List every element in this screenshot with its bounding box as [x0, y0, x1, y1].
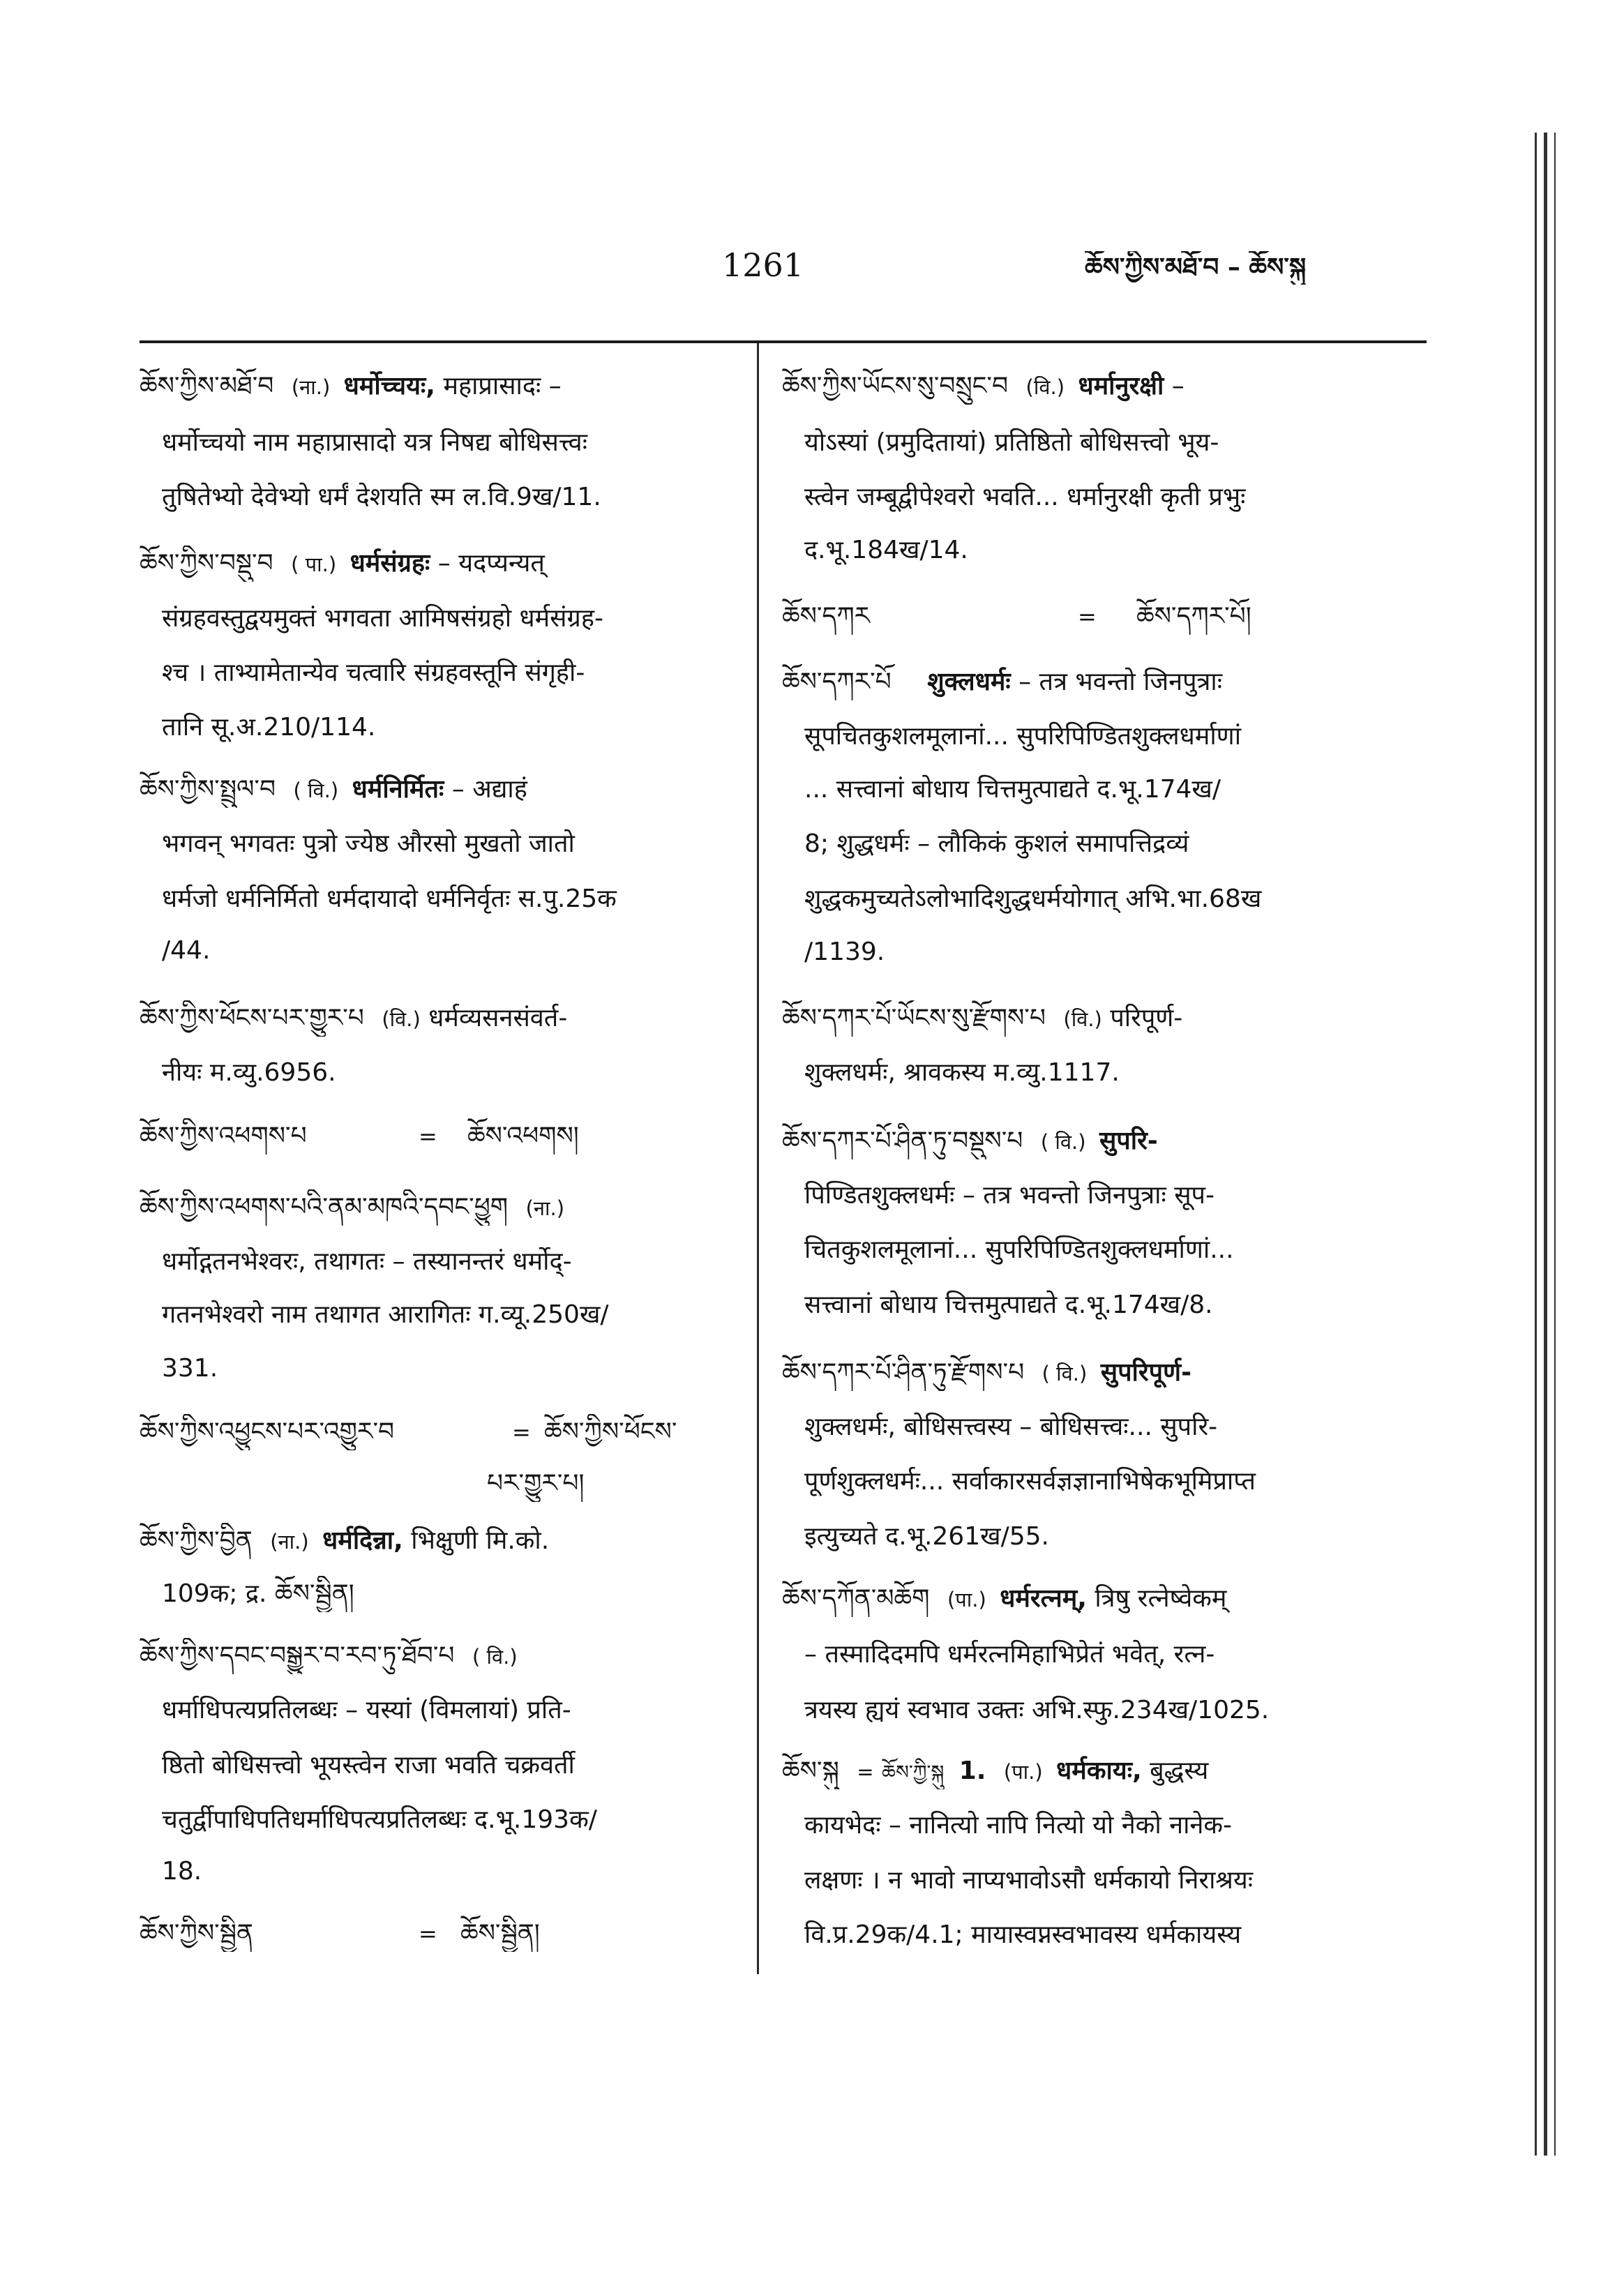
cross-ref-equals: =	[419, 1920, 437, 1947]
continuation-line: इत्युच्यते द.भू.261ख/55.	[804, 1522, 1049, 1551]
continuation-line: त्रयस्य ह्ययं स्वभाव उक्तः अभि.स्फु.234ख/1025.	[804, 1696, 1270, 1724]
entry-first-line	[782, 1581, 1396, 1617]
entry-headword: ཆོས་ཀྱིས་སྤྲུལ་བ	[140, 775, 276, 804]
cross-ref-equals: =	[857, 1760, 874, 1784]
running-head: ཆོས་ཀྱིས་མཐོ་བ – ཆོས་སྐུ	[1085, 253, 1307, 282]
entry-headword: ཆོས་དཀར	[782, 602, 871, 631]
entry-first-line	[782, 368, 1396, 405]
entry-headword: ཆོས་ཀྱིས་སྦྱིན	[140, 1919, 254, 1948]
sanskrit-term: धर्मसंग्रहः	[349, 549, 430, 578]
continuation-line: चतुर्द्वीपाधिपतिधर्माधिपत्यप्रतिलब्धः द.भू.193क/	[162, 1805, 597, 1834]
entry-headword: ཆོས་དཀར་པོ	[782, 668, 892, 696]
left-column	[140, 0, 723, 2293]
entry-text: बुद्धस्य	[1150, 1757, 1209, 1785]
continuation-line: 18.	[162, 1857, 202, 1886]
entry-text: भिक्षुणी मि.को.	[411, 1526, 550, 1555]
entry-first-line	[782, 1355, 1396, 1391]
entry-headword: ཆོས་ཀྱིས་བྱིན	[140, 1526, 253, 1555]
entry-first-line	[140, 1118, 723, 1155]
scan-edge-line	[1535, 133, 1537, 2156]
entry-first-line	[782, 1123, 1396, 1159]
entry-headword: ཆོས་དཀར་པོ་ཤིན་ཏུ་བསྡུས་པ	[782, 1127, 1023, 1155]
cross-ref-target: ཆོས་དཀར་པོ།	[1136, 602, 1251, 631]
continuation-line: संग्रहवस्तुद्वयमुक्तं भगवता आमिषसंग्रहो धर्मसंग्रह-	[162, 604, 603, 633]
continuation-line: वि.प्र.29क/4.1; मायास्वप्नस्वभावस्य धर्मकायस्य	[804, 1920, 1242, 1949]
continuation-line: शुद्धकमुच्यतेऽलोभादिशुद्धधर्मयोगात् अभि.भा.68ख	[804, 885, 1262, 913]
sanskrit-term: धर्मव्यसनसंवर्त-	[428, 1004, 568, 1032]
continuation-line: शुक्लधर्मः, बोधिसत्त्वस्य – बोधिसत्त्वः... सुपरि-	[804, 1413, 1218, 1441]
sanskrit-term: सुपरि-	[1099, 1127, 1158, 1155]
continuation-line: सत्त्वानां बोधाय चित्तमुत्पाद्यते द.भू.174ख/8.	[804, 1291, 1213, 1319]
entry-text: – तत्र भवन्तो जिनपुत्राः	[1018, 668, 1223, 696]
cross-ref-target-continuation: པར་གྱུར་པ།	[487, 1469, 585, 1498]
grammar-label: (पा.)	[1003, 1760, 1043, 1784]
continuation-line: धर्माधिपत्यप्रतिलब्धः – यस्यां (विमलायां) प्रति-	[162, 1696, 571, 1724]
sanskrit-term: परिपूर्ण-	[1110, 1004, 1183, 1032]
continuation-line: 8; शुद्धधर्मः – लौकिकं कुशलं समापत्तिद्रव्यं	[804, 829, 1189, 858]
continuation-line: योऽस्यां (प्रमुदितायां) प्रतिष्ठितो बोधिसत्त्वो भूय-	[804, 428, 1219, 457]
cross-ref-target: ཆོས་ཀྱིས་ཕོངས་	[544, 1418, 677, 1446]
continuation-line: द.भू.184ख/14.	[804, 536, 968, 564]
continuation-line: श्च । ताभ्यामेतान्येव चत्वारि संग्रहवस्तूनि संगृही-	[162, 659, 585, 687]
continuation-line: शुक्लधर्मः, श्रावकस्य म.व्यु.1117.	[804, 1058, 1120, 1087]
entry-first-line	[140, 1916, 723, 1952]
continuation-line: धर्मोद्गतनभेश्वरः, तथागतः – तस्यानन्तरं धर्मोद्-	[162, 1247, 572, 1276]
entry-first-line	[782, 1000, 1396, 1037]
entry-first-line	[782, 1753, 1396, 1789]
scan-edge-line	[1544, 133, 1547, 2156]
continuation-line: नीयः म.व्यु.6956.	[162, 1058, 336, 1087]
entry-text: – यदप्यन्यत्	[437, 549, 545, 578]
continuation-line: धर्मोच्चयो नाम महाप्रासादो यत्र निषद्य बोधिसत्त्वः	[162, 428, 587, 457]
continuation-line: ष्ठितो बोधिसत्त्वो भूयस्त्वेन राजा भवति चक्रवर्ती	[162, 1751, 575, 1780]
grammar-label: ( वि.)	[293, 779, 339, 802]
entry-first-line	[140, 546, 723, 582]
sanskrit-term: धर्मदिन्ना,	[322, 1526, 403, 1555]
entry-first-line	[140, 772, 723, 808]
entry-headword: ཆོས་ཀྱིས་མཐོ་བ	[140, 372, 274, 400]
continuation-line: पूर्णशुक्लधर्मः... सर्वाकारसर्वज्ञज्ञानाभिषेकभूमिप्राप्त	[804, 1467, 1256, 1496]
entry-headword: ཆོས་ཀྱིས་འཕགས་པའི་ནམ་མཁའི་དབང་ཕྱུག	[140, 1193, 509, 1221]
entry-headword: ཆོས་ཀྱིས་འཕྱུངས་པར་འགྱུར་བ	[140, 1418, 395, 1446]
grammar-label: ( पा.)	[291, 552, 337, 576]
entry-first-line	[140, 1414, 723, 1450]
continuation-line: गतनभेश्वरो नाम तथागत आरागितः ग.व्यू.250ख/	[162, 1300, 609, 1329]
right-column	[782, 0, 1396, 2293]
column-divider	[757, 343, 759, 1974]
grammar-label: ( वि.)	[1040, 1130, 1086, 1154]
continuation-line: भगवन् भगवतः पुत्रो ज्येष्ठ औरसो मुखतो जातो	[162, 829, 575, 858]
entry-headword: ཆོས་དཀོན་མཆོག	[782, 1584, 930, 1613]
cross-ref-equals: =	[512, 1419, 531, 1445]
entry-headword: ཆོས་ཀྱིས་འཕགས་པ	[140, 1122, 307, 1150]
cross-ref-target: ཆོས་འཕགས།	[467, 1122, 579, 1150]
continuation-line: /44.	[162, 936, 211, 965]
entry-first-line	[140, 368, 723, 405]
continuation-line: – तस्मादिदमपि धर्मरत्नमिहाभिप्रेतं भवेत्, रत्न-	[804, 1640, 1215, 1669]
entry-first-line	[140, 1000, 723, 1037]
entry-headword: ཆོས་དཀར་པོ་ཡོངས་སུ་རྫོགས་པ	[782, 1004, 1046, 1032]
page-number: 1261	[722, 246, 804, 284]
entry-first-line	[140, 1638, 723, 1674]
entry-headword: ཆོས་དཀར་པོ་ཤིན་ཏུ་རྫོགས་པ	[782, 1358, 1025, 1387]
entry-first-line	[782, 599, 1396, 635]
entry-headword: ཆོས་ཀྱིས་ཕོངས་པར་གྱུར་པ	[140, 1004, 364, 1032]
continuation-line: चितकुशलमूलानां... सुपरिपिण्डितशुक्लधर्माणां...	[804, 1235, 1234, 1264]
cross-ref-target: ཆོས་སྦྱིན།	[460, 1919, 540, 1948]
grammar-label: (ना.)	[525, 1196, 565, 1220]
sense-number: 1.	[958, 1757, 986, 1785]
entry-text: त्रिषु रत्नेष्वेकम्	[1095, 1584, 1227, 1613]
cross-ref-equals: =	[1078, 603, 1097, 630]
entry-headword: ཆོས་ཀྱིས་ཡོངས་སུ་བསྲུང་བ	[782, 372, 1009, 400]
grammar-label: (वि.)	[382, 1007, 421, 1031]
entry-headword: ཆོས་སྐུ	[782, 1757, 839, 1785]
entry-text: – अद्याहं	[451, 775, 527, 804]
entry-headword: ཆོས་ཀྱིས་བསྡུ་བ	[140, 549, 273, 578]
continuation-line: तुषितेभ्यो देवेभ्यो धर्मं देशयति स्म ल.वि.9ख/11.	[162, 483, 601, 511]
entry-text: महाप्रासादः –	[443, 372, 562, 400]
sanskrit-term: सुपरिपूर्ण-	[1100, 1358, 1192, 1387]
sanskrit-term: धर्मनिर्मितः	[352, 775, 444, 804]
continuation-line: लक्षणः । न भावो नाप्यभावोऽसौ धर्मकायो निराश्रयः	[804, 1866, 1254, 1895]
grammar-label: (वि.)	[1063, 1007, 1102, 1031]
continuation-line: कायभेदः – नानित्यो नापि नित्यो यो नैको नानेक-	[804, 1811, 1233, 1840]
grammar-label: (पा.)	[947, 1588, 986, 1611]
entry-headword: ཆོས་ཀྱིས་དབང་བསྒྱུར་བ་རབ་ཏུ་ཐོབ་པ	[140, 1641, 455, 1670]
sanskrit-term: धर्मकायः,	[1056, 1757, 1142, 1785]
sanskrit-term: धर्मरत्नम्,	[1000, 1584, 1087, 1613]
grammar-label: (वि.)	[1025, 375, 1065, 399]
sanskrit-term: शुक्लधर्मः	[927, 668, 1011, 696]
grammar-label: (ना.)	[291, 375, 331, 399]
continuation-line: तानि सू.अ.210/114.	[162, 713, 376, 742]
grammar-label: ( वि.)	[472, 1645, 518, 1669]
entry-first-line	[140, 1523, 723, 1559]
cross-ref-equals: =	[419, 1123, 437, 1150]
grammar-label: ( वि.)	[1042, 1362, 1088, 1385]
continuation-line: पिण्डितशुक्लधर्मः – तत्र भवन्तो जिनपुत्राः सूप-	[804, 1181, 1215, 1210]
continuation-line: सूपचितकुशलमूलानां... सुपरिपिण्डितशुक्लधर्माणां	[804, 722, 1242, 751]
continuation-line: ... सत्त्वानां बोधाय चित्तमुत्पाद्यते द.भू.174ख/	[804, 775, 1221, 804]
entry-first-line	[140, 1189, 723, 1226]
continuation-line: /1139.	[804, 938, 885, 966]
sanskrit-term: धर्मानुरक्षी	[1078, 372, 1164, 400]
continuation-line: 109क; द्र. ཆོས་སྦྱིན།	[162, 1579, 354, 1608]
scan-edge-line	[1554, 133, 1556, 2156]
continuation-line: 331.	[162, 1354, 218, 1383]
grammar-label: (ना.)	[270, 1530, 309, 1554]
sanskrit-term: धर्मोच्चयः,	[343, 372, 435, 400]
entry-first-line	[782, 664, 1396, 700]
continuation-line: धर्मजो धर्मनिर्मितो धर्मदायादो धर्मनिर्वृतः स.पु.25क	[162, 885, 617, 913]
entry-text: –	[1171, 372, 1185, 400]
continuation-line: स्त्वेन जम्बूद्वीपेश्वरो भवति... धर्मानुरक्षी कृती प्रभुः	[804, 483, 1246, 511]
cross-ref-target: ཆོས་ཀྱི་སྐུ	[882, 1761, 945, 1784]
